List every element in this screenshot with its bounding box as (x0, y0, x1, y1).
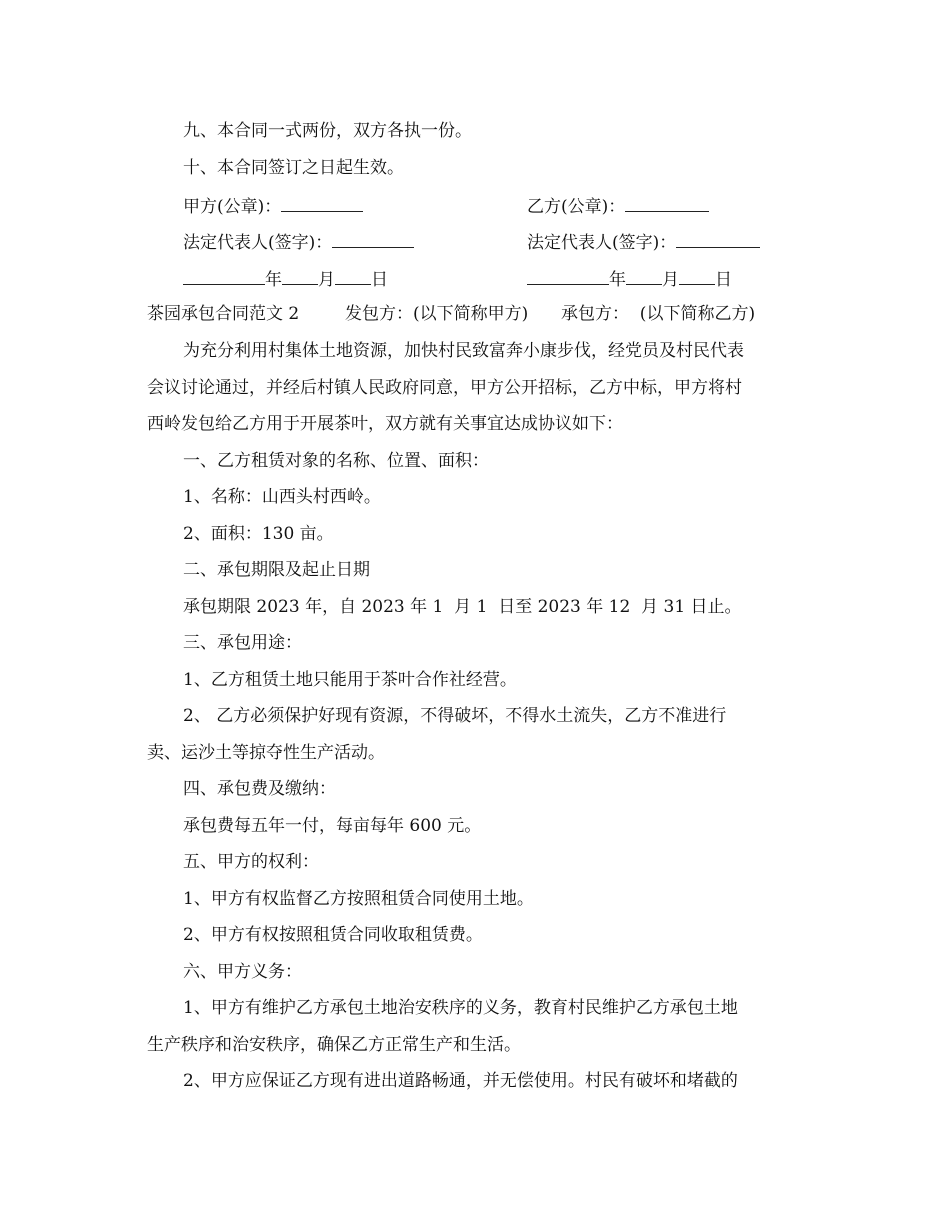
section-5-item-1: 1、甲方有权监督乙方按照租赁合同使用土地。 (183, 889, 534, 909)
date-b: 年 月 日 (527, 267, 732, 291)
clause-10: 十、本合同签订之日起生效。 (183, 158, 404, 178)
preamble-line-1: 为充分利用村集体土地资源，加快村民致富奔小康步伐，经党员及村民代表 (183, 341, 744, 361)
section-6-item-2-line-1: 2、甲方应保证乙方现有进出道路畅通，并无偿使用。村民有破坏和堵截的 (183, 1071, 738, 1091)
preamble-line-3: 西岭发包给乙方用于开展茶叶，双方就有关事宜达成协议如下： (147, 414, 623, 434)
section-3-item-2-line-2: 卖、运沙土等掠夺性生产活动。 (147, 743, 385, 763)
rep-b-label: 法定代表人(签字)： (527, 233, 677, 253)
rep-b-blank (676, 230, 760, 248)
clause-9: 九、本合同一式两份，双方各执一份。 (183, 121, 472, 141)
party-b-seal-label: 乙方(公章)： (527, 197, 626, 217)
contractor-party: 承包方： (以下简称乙方) (561, 304, 756, 324)
section-1-item-2: 2、面积：130 亩。 (183, 524, 334, 544)
section-4-item-1: 承包费每五年一付，每亩每年 600 元。 (183, 816, 482, 836)
section-3-item-1: 1、乙方租赁土地只能用于茶叶合作社经营。 (183, 670, 517, 690)
section-5-heading: 五、甲方的权利： (183, 852, 319, 872)
party-b-seal-blank (625, 194, 709, 212)
section-6-item-1-line-2: 生产秩序和治安秩序，确保乙方正常生产和生活。 (147, 1035, 521, 1055)
section-4-heading: 四、承包费及缴纳： (183, 779, 336, 799)
issuer-party: 发包方：(以下简称甲方) (345, 304, 529, 324)
party-b-seal (527, 194, 709, 218)
section-6-heading: 六、甲方义务： (183, 962, 302, 982)
date-a: 年 月 日 (183, 267, 388, 291)
contract-title-2: 茶园承包合同范文 2 (147, 304, 300, 324)
section-2-heading: 二、承包期限及起止日期 (183, 560, 370, 580)
section-6-item-1-line-1: 1、甲方有维护乙方承包土地治安秩序的义务，教育村民维护乙方承包土地 (183, 998, 738, 1018)
rep-a-label: 法定代表人(签字)： (183, 233, 333, 253)
section-5-item-2: 2、甲方有权按照租赁合同收取租赁费。 (183, 925, 483, 945)
section-1-item-1: 1、名称：山西头村西岭。 (183, 487, 381, 507)
party-a-seal (183, 194, 363, 218)
party-a-seal-blank (281, 194, 363, 212)
rep-a-blank (332, 230, 414, 248)
section-3-heading: 三、承包用途： (183, 633, 302, 653)
section-3-item-2-line-1: 2、 乙方必须保护好现有资源，不得破坏，不得水土流失，乙方不准进行 (183, 706, 727, 726)
rep-a-signature (183, 230, 414, 254)
section-2-item-1: 承包期限 2023 年，自 2023 年 1 月 1 日至 2023 年 12 月 31 日止。 (183, 597, 742, 617)
party-a-seal-label: 甲方(公章)： (183, 197, 282, 217)
rep-b-signature (527, 230, 760, 254)
section-1-heading: 一、乙方租赁对象的名称、位置、面积： (183, 451, 489, 471)
preamble-line-2: 会议讨论通过，并经后村镇人民政府同意，甲方公开招标，乙方中标，甲方将村 (147, 378, 742, 398)
